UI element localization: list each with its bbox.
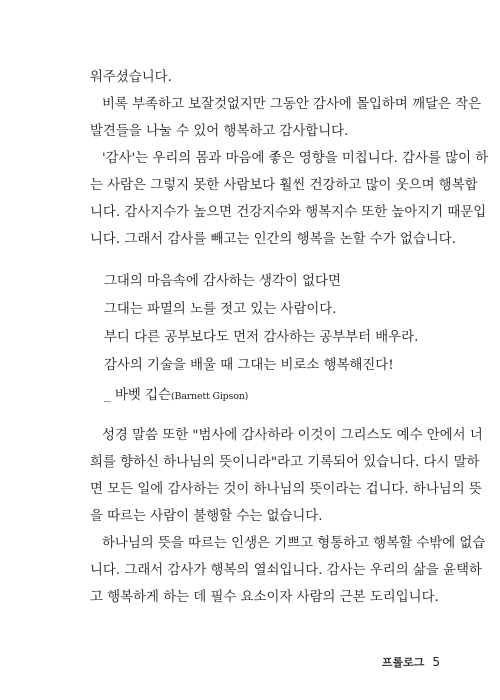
quote-attribution (104, 382, 444, 411)
text-line: 면 모든 일에 감사하는 것이 하나님의 뜻이라는 겁니다. 하나님의 뜻 (90, 482, 482, 497)
text-line: 는 사람은 그렇지 못한 사람보다 훨씬 건강하고 많이 웃으며 행복합 (90, 178, 478, 193)
page-footer (382, 654, 440, 670)
quote-line: 그대의 마음속에 감사하는 생각이 없다면 (104, 274, 341, 289)
attribution-latin-name: (Barnett Gipson) (170, 391, 249, 402)
text-line: 발견들을 나눌 수 있어 행복하고 감사합니다. (90, 124, 349, 139)
text-line: 하나님의 뜻을 따르는 인생은 기쁘고 형통하고 행복할 수밖에 없습 (102, 536, 486, 551)
paragraph-block-2 (90, 422, 486, 611)
text-line: 고 행복하게 하는 데 필수 요소이자 사람의 근본 도리입니다. (90, 590, 439, 605)
text-line: 워주셨습니다. (90, 70, 172, 85)
text-line: 성경 말씀 또한 "범사에 감사하라 이것이 그리스도 예수 안에서 너 (102, 428, 483, 443)
text-line: 비록 부족하고 보잘것없지만 그동안 감사에 몰입하며 깨달은 작은 (102, 97, 482, 112)
text-line: '감사'는 우리의 몸과 마음에 좋은 영향을 미칩니다. 감사를 많이 하 (102, 151, 489, 166)
text-line: 을 따르는 사람이 불행할 수는 없습니다. (90, 509, 323, 524)
quote-line: 그대는 파멸의 노를 젓고 있는 사람이다. (104, 302, 337, 317)
attribution-name: _ 바벳 깁슨 (104, 388, 171, 403)
quote-line: 감사의 기술을 배울 때 그대는 비로소 행복해진다! (104, 358, 394, 373)
chapter-label: 프롤로그 (381, 656, 425, 669)
page-number: 5 (432, 655, 440, 669)
quote-line: 부디 다른 공부보다도 먼저 감사하는 공부부터 배우라. (104, 330, 419, 345)
paragraph-block-1 (90, 64, 489, 253)
quotation-block (104, 268, 444, 411)
text-line: 희를 향하신 하나님의 뜻이니라"라고 기록되어 있습니다. 다시 말하 (90, 455, 480, 470)
text-line: 니다. 감사지수가 높으면 건강지수와 행복지수 또한 높아지기 때문입 (90, 205, 487, 220)
text-line: 니다. 그래서 감사를 빼고는 인간의 행복을 논할 수가 없습니다. (90, 232, 456, 247)
text-line: 니다. 그래서 감사가 행복의 열쇠입니다. 감사는 우리의 삶을 윤택하 (90, 563, 482, 578)
